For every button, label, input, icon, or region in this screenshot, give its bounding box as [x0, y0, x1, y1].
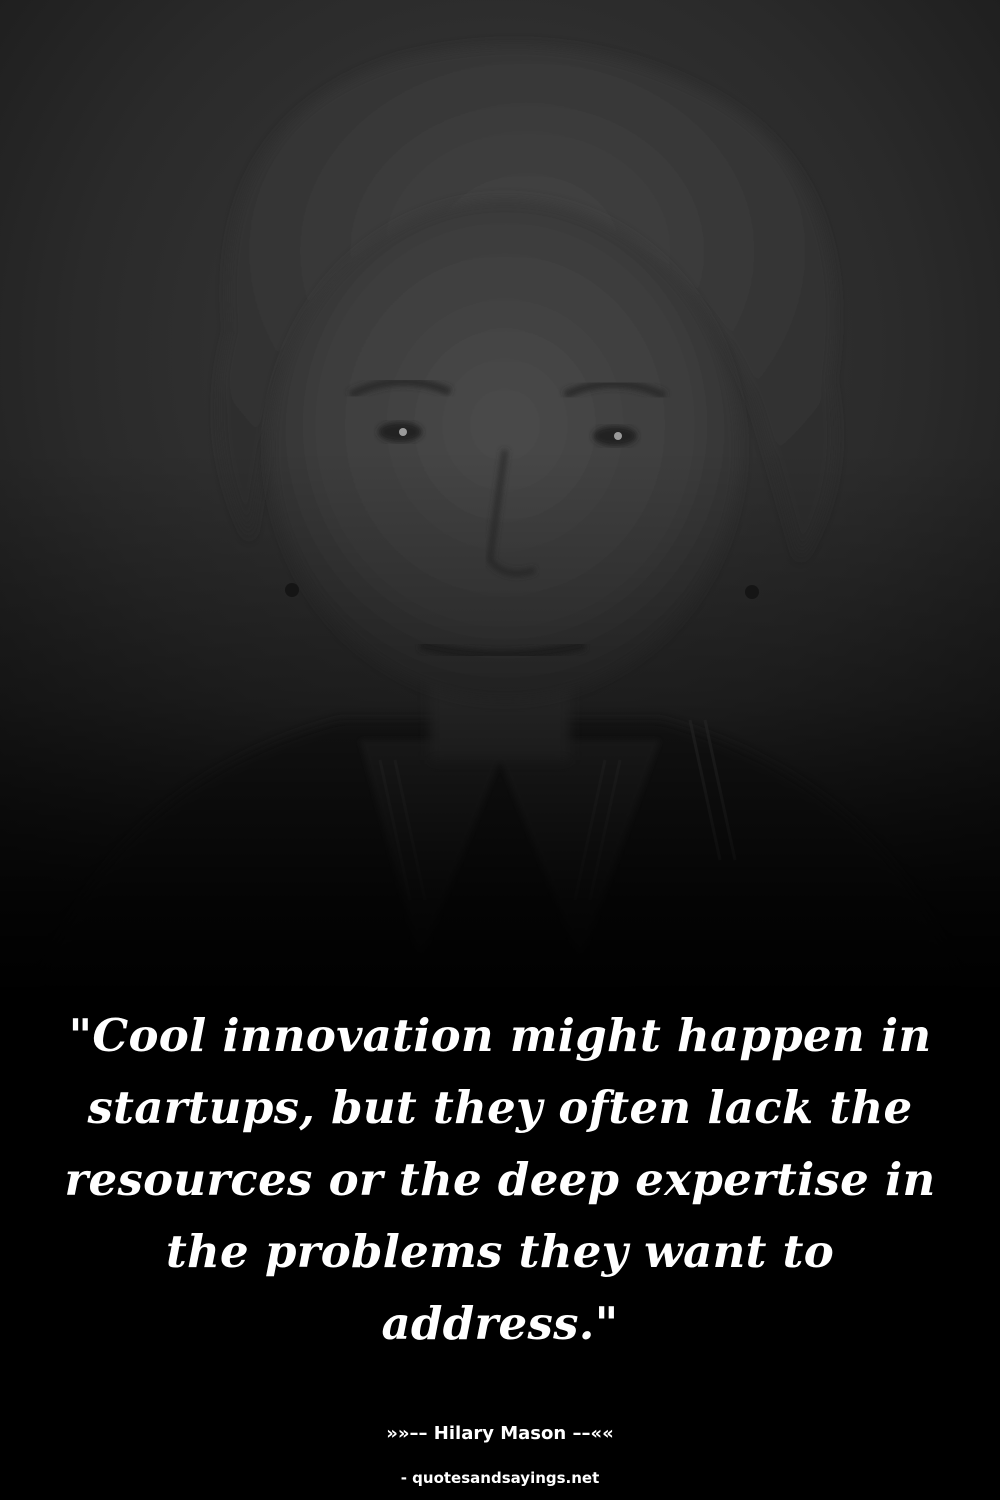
author-attribution: »»–– Hilary Mason ––««: [386, 1423, 614, 1444]
left-eye-highlight: [399, 428, 407, 436]
right-earring: [745, 585, 759, 599]
quote-text: "Cool innovation might happen in startups, but they often lack the resources or the deep expertise in the problems they want to address.": [64, 1009, 936, 1350]
source-watermark: - quotesandsayings.net: [400, 1469, 600, 1487]
left-earring: [285, 583, 299, 597]
right-eye-highlight: [614, 432, 622, 440]
